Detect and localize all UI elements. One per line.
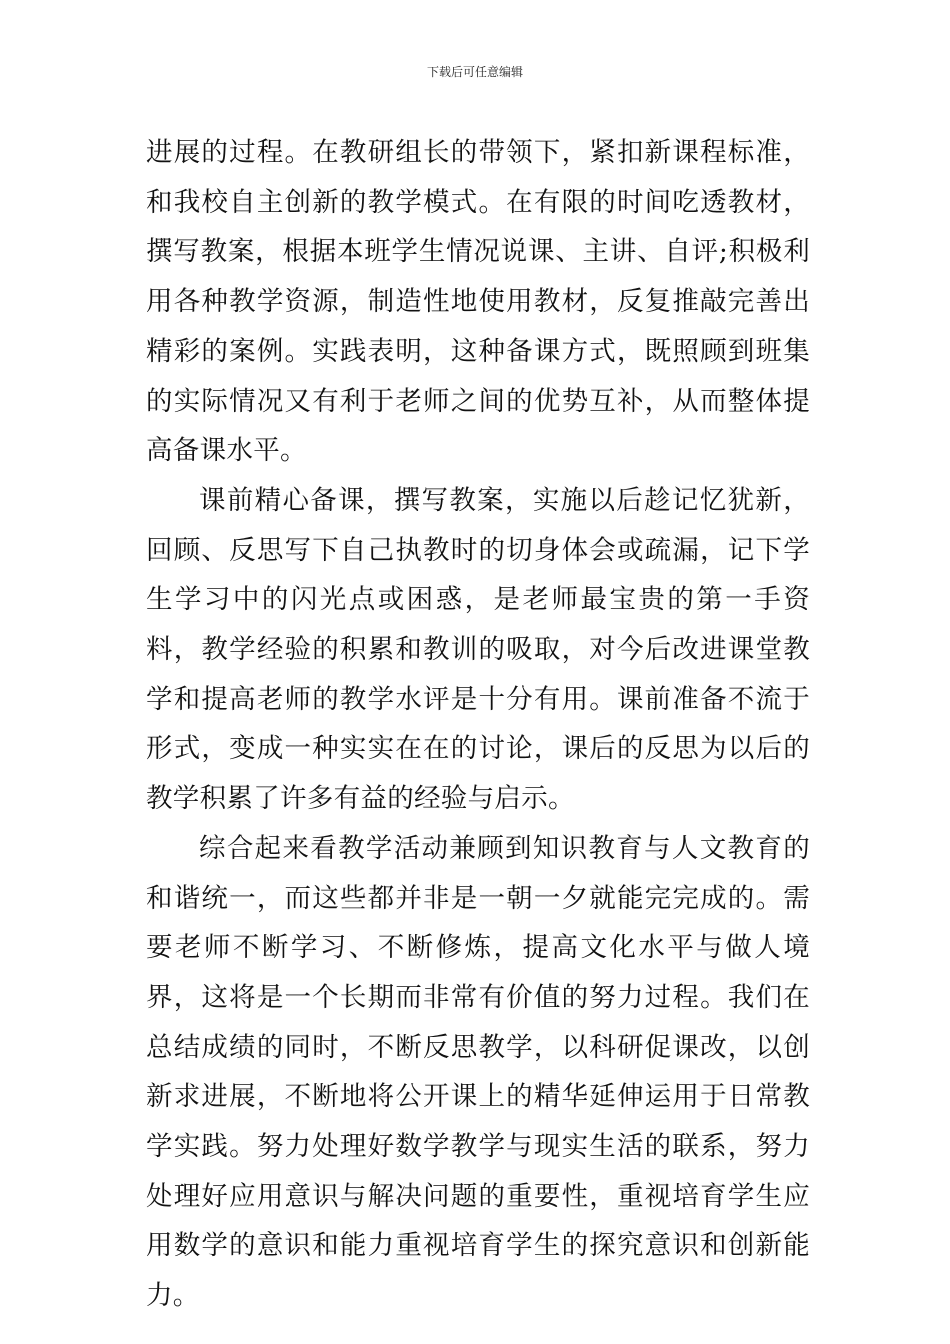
- document-body: [146, 128, 810, 1321]
- page-header-note: 下载后可任意编辑: [426, 65, 523, 79]
- paragraph-3: 综合起来看教学活动兼顾到知识教育与人文教育的和谐统一，而这些都并非是一朝一夕就能完完成的。需要老师不断学习、不断修炼，提高文化水平与做人境界，这将是一个长期而非常有价值的努力过程。我们在总结成绩的同时，不断反思教学，以科研促课改，以创新求进展，不断地将公开课上的精华延伸运用于日常教学实践。努力处理好数学教学与现实生活的联系，努力处理好应用意识与解决问题的重要性，重视培育学生应用数学的意识和能力重视培育学生的探究意识和创新能力。: [146, 832, 810, 1312]
- paragraph-2: 课前精心备课，撰写教案，实施以后趁记忆犹新，回顾、反思写下自己执教时的切身体会或疏漏，记下学生学习中的闪光点或困惑，是老师最宝贵的第一手资料，教学经验的积累和教训的吸取，对今后改进课堂教学和提高老师的教学水评是十分有用。课前准备不流于形式，变成一种实实在在的讨论，课后的反思为以后的教学积累了许多有益的经验与启示。: [146, 484, 810, 815]
- paragraph-1: 进展的过程。在教研组长的带领下，紧扣新课程标准，和我校自主创新的教学模式。在有限的时间吃透教材，撰写教案，根据本班学生情况说课、主讲、自评;积极利用各种教学资源，制造性地使用教材，反复推敲完善出精彩的案例。实践表明，这种备课方式，既照顾到班集的实际情况又有利于老师之间的优势互补，从而整体提高备课水平。: [146, 137, 810, 467]
